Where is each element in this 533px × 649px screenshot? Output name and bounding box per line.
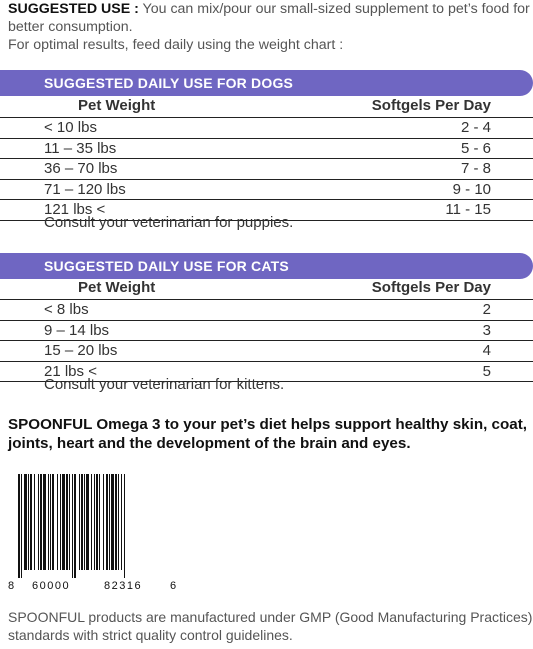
barcode bbox=[16, 472, 166, 580]
claim-line-2: joints, heart and the development of the brain and eyes. bbox=[8, 435, 411, 452]
barcode-bar bbox=[30, 474, 32, 570]
cats-col-weight: Pet Weight bbox=[78, 279, 156, 296]
cats-row-weight: 9 – 14 lbs bbox=[44, 321, 110, 339]
barcode-bar bbox=[72, 474, 73, 578]
dogs-row-weight: 121 lbs < bbox=[44, 201, 106, 218]
dogs-table-header bbox=[0, 95, 533, 118]
dogs-row-softgels: 2 - 4 bbox=[460, 119, 491, 136]
claim-line-1: SPOONFUL Omega 3 to your pet’s diet helps support healthy skin, coat, bbox=[8, 416, 527, 433]
barcode-group-1: 60000 bbox=[32, 580, 71, 592]
intro-text-2: better consumption. bbox=[8, 19, 133, 35]
barcode-bar bbox=[91, 474, 92, 570]
dogs-table-row bbox=[0, 159, 533, 180]
dogs-table-row bbox=[0, 118, 533, 139]
barcode-bar bbox=[115, 474, 117, 570]
intro-text-1: You can mix/pour our small-sized supplement to pet’s food for bbox=[138, 1, 530, 17]
barcode-bar bbox=[60, 474, 61, 570]
barcode-bar bbox=[124, 474, 125, 578]
footer-line-1: SPOONFUL products are manufactured under GMP (Good Manufacturing Practices) bbox=[8, 609, 533, 625]
barcode-bars bbox=[16, 472, 166, 580]
cats-row-softgels: 5 bbox=[482, 362, 491, 380]
barcode-bar bbox=[94, 474, 95, 570]
barcode-digit-last: 6 bbox=[170, 580, 177, 592]
dogs-row-weight: 71 – 120 lbs bbox=[44, 180, 126, 198]
barcode-bar bbox=[62, 474, 65, 570]
dogs-table-row bbox=[0, 180, 533, 201]
barcode-bar bbox=[74, 474, 76, 578]
cats-row-weight: 21 lbs < bbox=[44, 362, 97, 380]
barcode-bar bbox=[106, 474, 108, 570]
barcode-bar bbox=[18, 474, 20, 578]
cats-row-weight: < 8 lbs bbox=[44, 301, 89, 318]
cats-row-softgels: 2 bbox=[482, 301, 491, 318]
barcode-bar bbox=[66, 474, 68, 570]
barcode-bar bbox=[103, 474, 104, 570]
dogs-row-weight: < 10 lbs bbox=[44, 119, 97, 136]
dogs-row-weight: 11 – 35 lbs bbox=[44, 139, 117, 157]
barcode-bar bbox=[118, 474, 119, 570]
barcode-bar bbox=[50, 474, 51, 570]
cats-section-title: SUGGESTED DAILY USE FOR CATS bbox=[44, 258, 289, 274]
barcode-bar bbox=[48, 474, 49, 570]
suggested-use-label: SUGGESTED USE : bbox=[8, 1, 139, 17]
dogs-row-softgels: 9 - 10 bbox=[452, 180, 491, 198]
dogs-table-row bbox=[0, 139, 533, 160]
barcode-bar bbox=[81, 474, 83, 570]
product-claim bbox=[8, 415, 528, 453]
dogs-col-weight: Pet Weight bbox=[78, 97, 156, 114]
dogs-row-softgels: 5 - 6 bbox=[460, 139, 491, 157]
barcode-bar bbox=[28, 474, 29, 570]
cats-row-softgels: 4 bbox=[482, 342, 491, 359]
cats-row-weight: 15 – 20 lbs bbox=[44, 342, 118, 359]
barcode-bar bbox=[109, 474, 110, 570]
cats-row-softgels: 3 bbox=[482, 321, 491, 339]
dogs-note: Consult your veterinarian for puppies. bbox=[44, 214, 294, 231]
dogs-section-title: SUGGESTED DAILY USE FOR DOGS bbox=[44, 75, 294, 91]
cats-table-row bbox=[0, 321, 533, 342]
dogs-dosage-table bbox=[0, 95, 533, 221]
cats-table-header bbox=[0, 277, 533, 300]
footer-line-2: standards with strict quality control guidelines. bbox=[8, 627, 293, 643]
barcode-bar bbox=[40, 474, 42, 570]
dogs-row-softgels: 11 - 15 bbox=[445, 201, 491, 218]
barcode-bar bbox=[79, 474, 80, 570]
cats-dosage-table bbox=[0, 277, 533, 382]
suggested-use-intro bbox=[8, 0, 528, 54]
barcode-group-2: 82316 bbox=[104, 580, 143, 592]
barcode-bar bbox=[111, 474, 114, 570]
barcode-bar bbox=[99, 474, 100, 570]
barcode-digit-first: 8 bbox=[8, 580, 15, 592]
barcode-bar bbox=[52, 474, 54, 570]
barcode-bar bbox=[84, 474, 85, 570]
intro-text-3: For optimal results, feed daily using the weight chart : bbox=[8, 37, 344, 53]
barcode-bar bbox=[86, 474, 89, 570]
barcode-bar bbox=[57, 474, 58, 570]
gmp-footer bbox=[8, 608, 532, 644]
dogs-col-softgels: Softgels Per Day bbox=[371, 97, 491, 114]
barcode-bar bbox=[21, 474, 22, 578]
cats-table-row bbox=[0, 341, 533, 362]
cats-note: Consult your veterinarian for kittens. bbox=[44, 376, 285, 393]
barcode-bar bbox=[69, 474, 70, 570]
dogs-section-header bbox=[0, 70, 533, 96]
dogs-row-softgels: 7 - 8 bbox=[460, 160, 491, 177]
cats-col-softgels: Softgels Per Day bbox=[371, 279, 491, 296]
cats-section-header bbox=[0, 253, 533, 279]
barcode-bar bbox=[38, 474, 39, 570]
cats-table-row bbox=[0, 300, 533, 321]
barcode-bar bbox=[121, 474, 122, 570]
barcode-bar bbox=[43, 474, 46, 570]
barcode-bar bbox=[34, 474, 35, 570]
dogs-row-weight: 36 – 70 lbs bbox=[44, 160, 118, 177]
barcode-bar bbox=[96, 474, 98, 570]
barcode-bar bbox=[24, 474, 27, 570]
